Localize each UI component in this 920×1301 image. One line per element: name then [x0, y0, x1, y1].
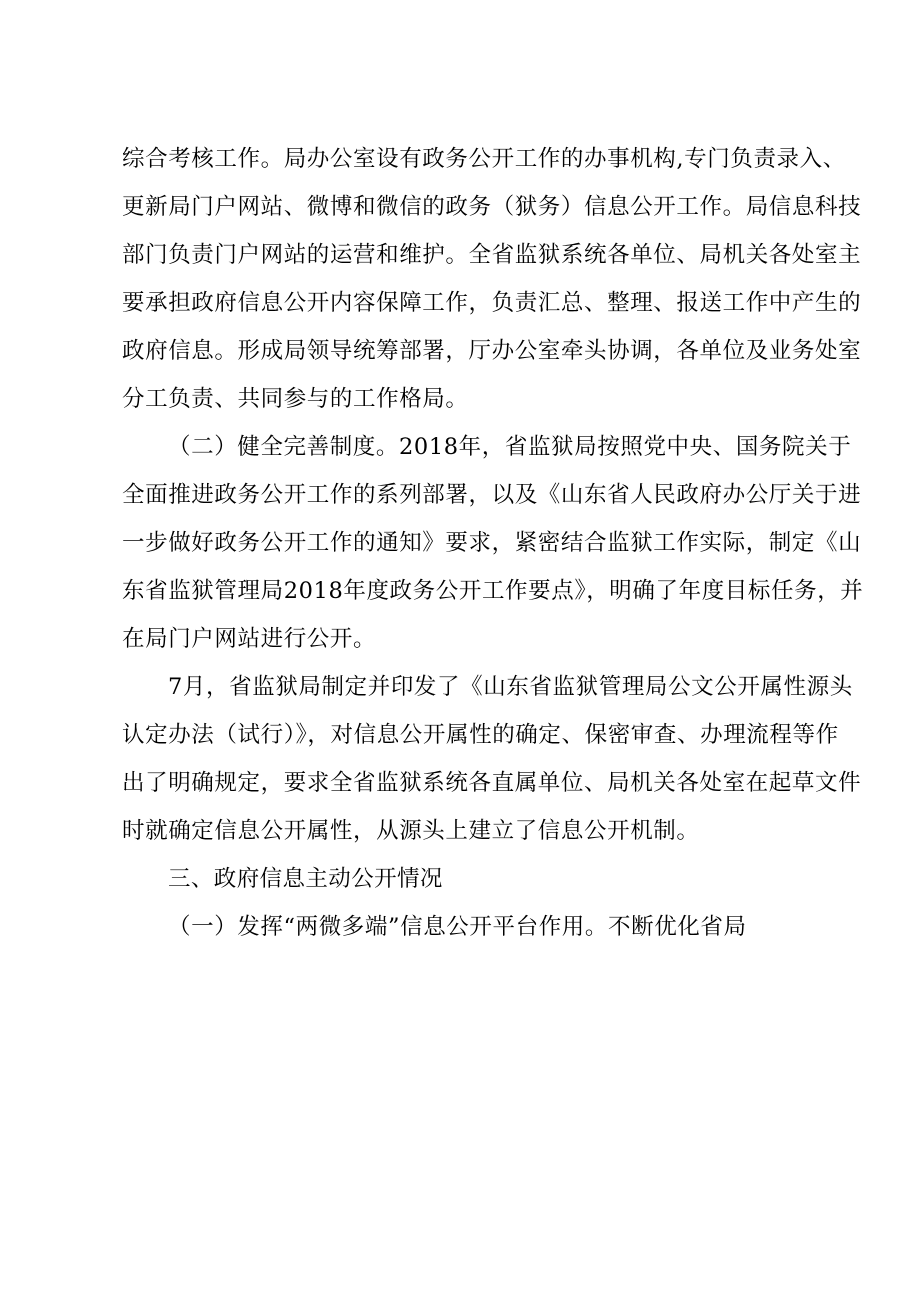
paragraph-1-line-4: 要承担政府信息公开内容保障工作，负责汇总、整理、报送工作中产生的	[122, 290, 862, 316]
paragraph-2-line-3: 一步做好政务公开工作的通知》要求，紧密结合监狱工作实际，制定《山	[122, 530, 862, 556]
paragraph-1-line-6: 分工负责、共同参与的工作格局。	[122, 386, 469, 412]
paragraph-2-line-2: 全面推进政务公开工作的系列部署，以及《山东省人民政府办公厅关于进	[122, 482, 862, 508]
paragraph-1-line-5: 政府信息。形成局领导统筹部署，厅办公室牵头协调，各单位及业务处室	[122, 338, 862, 364]
paragraph-1-line-2: 更新局门户网站、微博和微信的政务（狱务）信息公开工作。局信息科技	[122, 194, 862, 220]
paragraph-3-line-2: 认定办法（试行）》，对信息公开属性的确定、保密审查、办理流程等作	[122, 722, 839, 748]
paragraph-4-line-1: （一）发挥“两微多端”信息公开平台作用。不断优化省局	[168, 914, 747, 940]
paragraph-3-line-3: 出了明确规定，要求全省监狱系统各直属单位、局机关各处室在起草文件	[122, 770, 862, 796]
paragraph-1-line-3: 部门负责门户网站的运营和维护。全省监狱系统各单位、局机关各处室主	[122, 242, 862, 268]
paragraph-3-line-4: 时就确定信息公开属性，从源头上建立了信息公开机制。	[122, 818, 700, 844]
section-heading: 三、政府信息主动公开情况	[168, 866, 443, 892]
paragraph-2-line-5: 在局门户网站进行公开。	[122, 626, 377, 652]
paragraph-3-line-1: 7月，省监狱局制定并印发了《山东省监狱管理局公文公开属性源头	[168, 674, 853, 700]
paragraph-2-line-4: 东省监狱管理局2018年度政务公开工作要点》，明确了年度目标任务，并	[122, 578, 864, 604]
paragraph-1-line-1: 综合考核工作。局办公室设有政务公开工作的办事机构,专门负责录入、	[122, 146, 846, 172]
paragraph-2-line-1: （二）健全完善制度。2018年，省监狱局按照党中央、国务院关于	[168, 434, 852, 460]
